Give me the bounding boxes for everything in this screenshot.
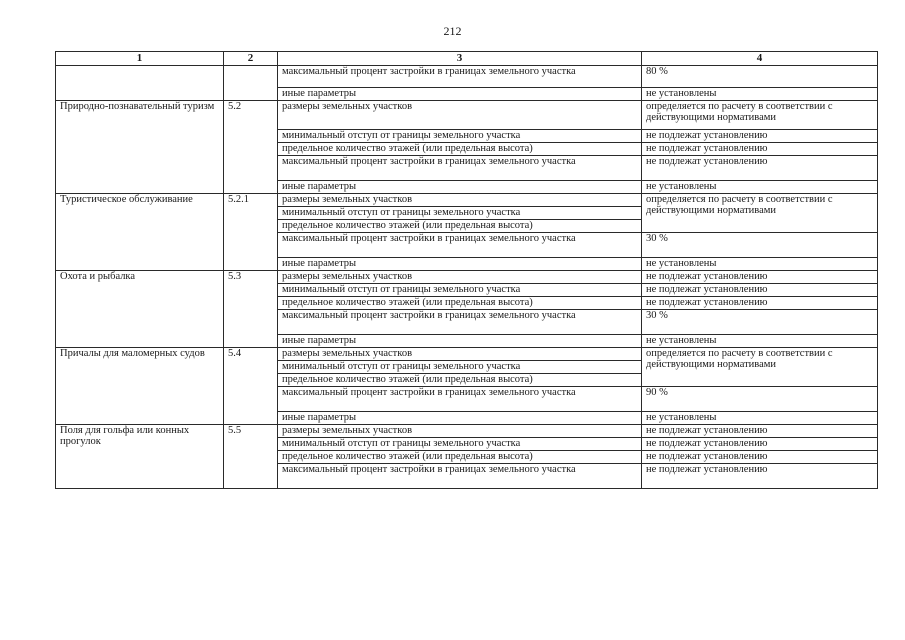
param-cell: размеры земельных участков — [278, 194, 642, 207]
param-cell: предельное количество этажей (или предельная высота) — [278, 297, 642, 310]
param-cell: иные параметры — [278, 258, 642, 271]
table-row — [56, 271, 878, 284]
value-cell: не подлежат установлению — [642, 271, 878, 284]
header-row — [56, 52, 878, 66]
header-col-2: 2 — [224, 52, 278, 66]
value-cell: не подлежат установлению — [642, 451, 878, 464]
param-cell: максимальный процент застройки в границах земельного участка — [278, 233, 642, 258]
table-row — [56, 66, 878, 88]
value-cell: не установлены — [642, 258, 878, 271]
value-cell: не подлежат установлению — [642, 284, 878, 297]
value-cell: не подлежат установлению — [642, 438, 878, 451]
use-code-cell: 5.2.1 — [224, 194, 278, 271]
use-code-cell — [224, 66, 278, 101]
table-row — [56, 425, 878, 438]
value-cell: не установлены — [642, 412, 878, 425]
use-code-cell: 5.5 — [224, 425, 278, 489]
value-cell: не подлежат установлению — [642, 156, 878, 181]
param-cell: максимальный процент застройки в границах земельного участка — [278, 156, 642, 181]
value-cell: определяется по расчету в соответствии с действующими нормативами — [642, 194, 878, 233]
use-code-cell: 5.2 — [224, 101, 278, 194]
header-col-4: 4 — [642, 52, 878, 66]
param-cell: максимальный процент застройки в границах земельного участка — [278, 464, 642, 489]
value-cell: определяется по расчету в соответствии с действующими нормативами — [642, 348, 878, 387]
header-col-1: 1 — [56, 52, 224, 66]
param-cell: максимальный процент застройки в границах земельного участка — [278, 387, 642, 412]
header-col-3: 3 — [278, 52, 642, 66]
use-name-cell: Охота и рыбалка — [56, 271, 224, 348]
table-row — [56, 101, 878, 130]
param-cell: минимальный отступ от границы земельного участка — [278, 438, 642, 451]
value-cell: не подлежат установлению — [642, 425, 878, 438]
value-cell: не установлены — [642, 181, 878, 194]
value-cell: не подлежат установлению — [642, 464, 878, 489]
param-cell: минимальный отступ от границы земельного участка — [278, 130, 642, 143]
param-cell: минимальный отступ от границы земельного участка — [278, 361, 642, 374]
param-cell: предельное количество этажей (или предельная высота) — [278, 451, 642, 464]
regulations-table — [55, 51, 878, 489]
param-cell: предельное количество этажей (или предельная высота) — [278, 143, 642, 156]
param-cell: минимальный отступ от границы земельного участка — [278, 284, 642, 297]
param-cell: иные параметры — [278, 412, 642, 425]
value-cell: не установлены — [642, 88, 878, 101]
table-row — [56, 194, 878, 207]
use-name-cell: Природно-познавательный туризм — [56, 101, 224, 194]
param-cell: размеры земельных участков — [278, 425, 642, 438]
page-number: 212 — [443, 24, 462, 38]
value-cell: не подлежат установлению — [642, 297, 878, 310]
value-cell: определяется по расчету в соответствии с действующими нормативами — [642, 101, 878, 130]
value-cell: не подлежат установлению — [642, 143, 878, 156]
value-cell: не подлежат установлению — [642, 130, 878, 143]
use-name-cell: Причалы для маломерных судов — [56, 348, 224, 425]
param-cell: максимальный процент застройки в границах земельного участка — [278, 310, 642, 335]
param-cell: предельное количество этажей (или предельная высота) — [278, 220, 642, 233]
table-row — [56, 348, 878, 361]
param-cell: иные параметры — [278, 88, 642, 101]
value-cell: 30 % — [642, 233, 878, 258]
param-cell: размеры земельных участков — [278, 101, 642, 130]
use-code-cell: 5.3 — [224, 271, 278, 348]
param-cell: иные параметры — [278, 181, 642, 194]
value-cell: 80 % — [642, 66, 878, 88]
value-cell: 90 % — [642, 387, 878, 412]
use-name-cell — [56, 66, 224, 101]
value-cell: не установлены — [642, 335, 878, 348]
param-cell: размеры земельных участков — [278, 271, 642, 284]
use-name-cell: Поля для гольфа или конных прогулок — [56, 425, 224, 489]
use-code-cell: 5.4 — [224, 348, 278, 425]
param-cell: предельное количество этажей (или предельная высота) — [278, 374, 642, 387]
value-cell: 30 % — [642, 310, 878, 335]
param-cell: максимальный процент застройки в границах земельного участка — [278, 66, 642, 88]
param-cell: размеры земельных участков — [278, 348, 642, 361]
use-name-cell: Туристическое обслуживание — [56, 194, 224, 271]
param-cell: минимальный отступ от границы земельного участка — [278, 207, 642, 220]
param-cell: иные параметры — [278, 335, 642, 348]
